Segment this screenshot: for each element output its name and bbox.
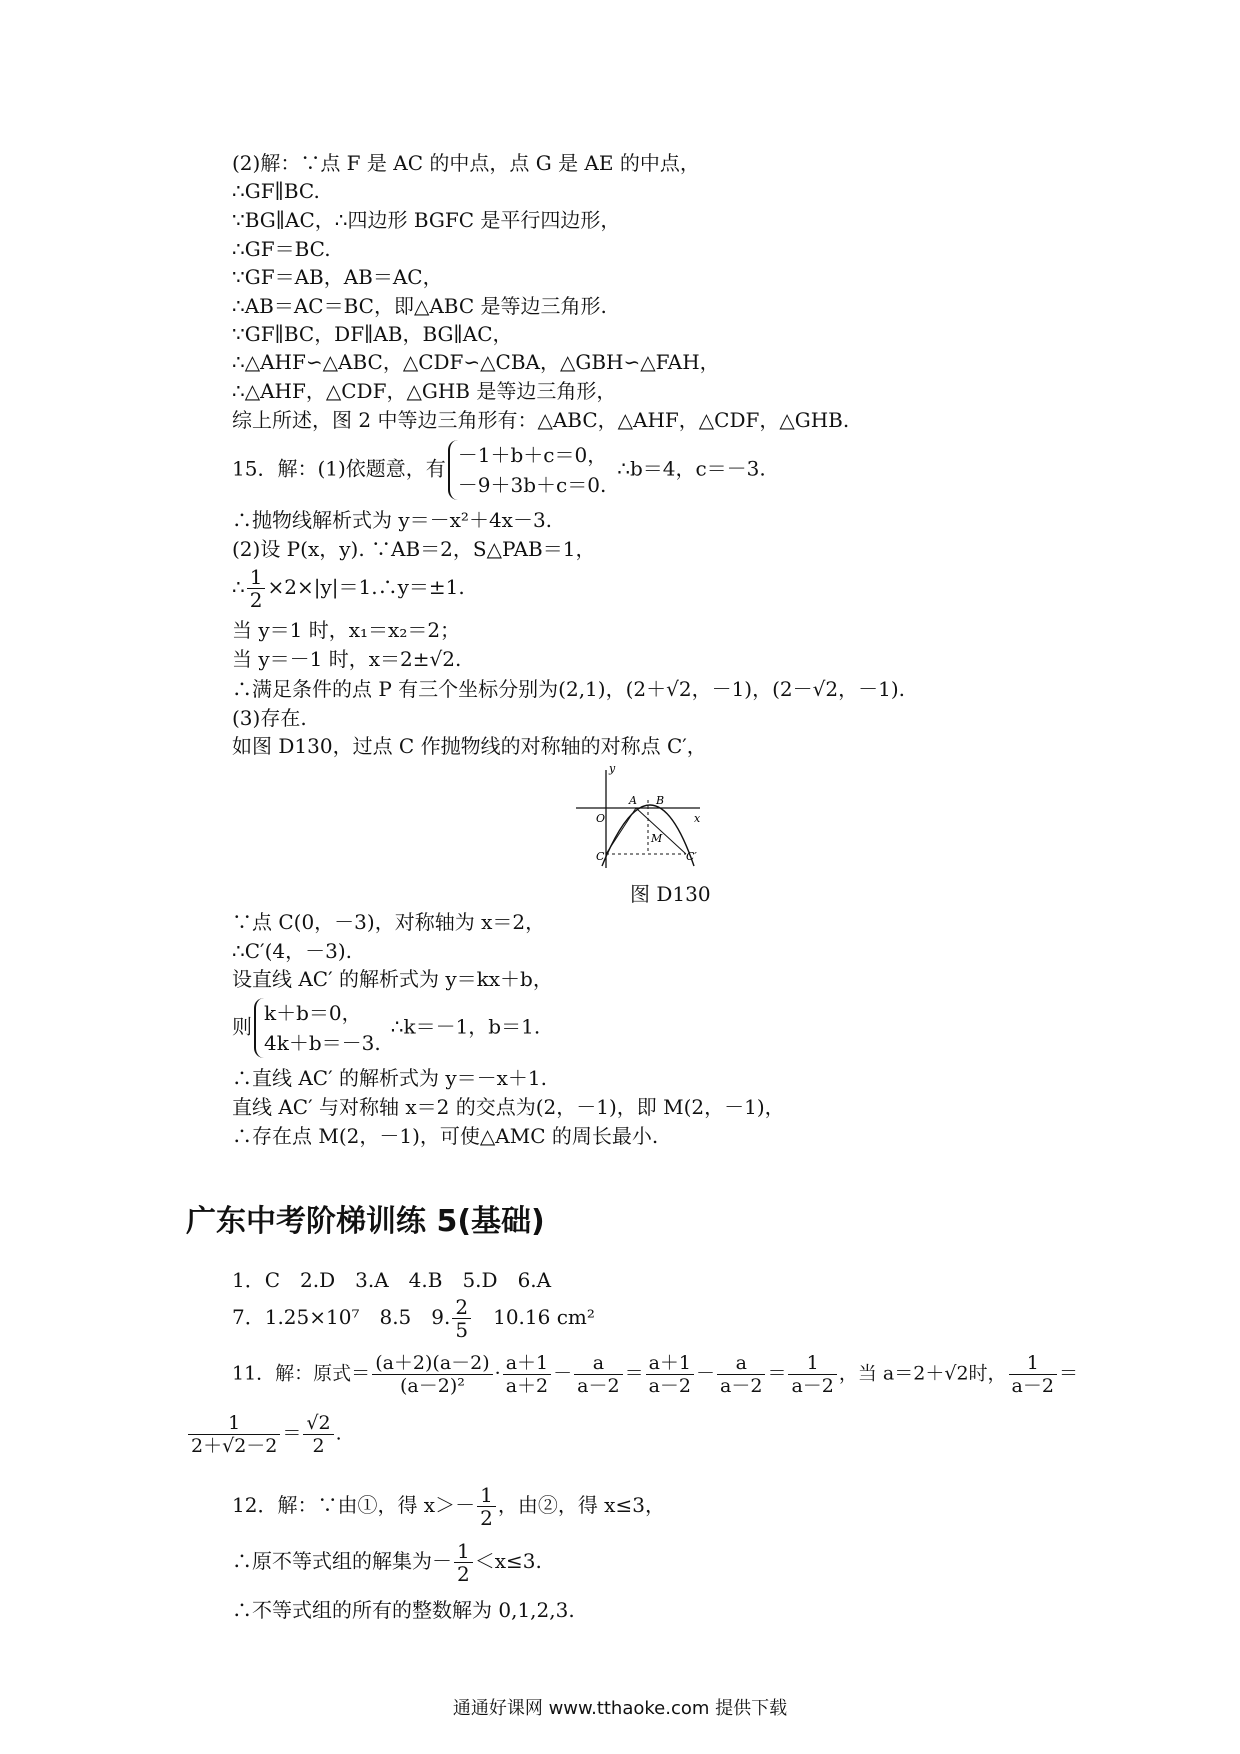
q15-intersect: 直线 AC′ 与对称轴 x＝2 的交点为(2，－1)，即 M(2，－1)，: [232, 1095, 785, 1119]
q11-frac-3-num: a: [574, 1352, 622, 1375]
k-result: ∴k＝－1，b＝1.: [390, 1014, 541, 1039]
q15-eq2: －9＋3b＋c＝0.: [457, 473, 607, 497]
q15-c-point: ∵点 C(0，－3)，对称轴为 x＝2，: [232, 910, 546, 934]
q11-frac-6: [788, 1352, 836, 1397]
part2-line-3: ∵BG∥AC，∴四边形 BGFC 是平行四边形，: [232, 208, 621, 232]
q15-part3: (3)存在.: [232, 706, 307, 730]
q11-frac-8-num: 1: [188, 1412, 280, 1435]
q11-equals-2: ＝: [767, 1362, 787, 1385]
q15-calc-rest: ×2×|y|＝1.∴y＝±1.: [267, 575, 465, 599]
q11-frac-5-den: a－2: [720, 1375, 763, 1397]
q11-line-1: [232, 1352, 1078, 1397]
q11-equals-3: ＝: [1058, 1362, 1078, 1385]
k-eq1: k＋b＝0，: [264, 1001, 362, 1025]
q15-calc-prefix: ∴: [232, 575, 245, 599]
q15-line-set: 设直线 AC′ 的解析式为 y＝kx＋b，: [232, 967, 553, 991]
q11-frac-1: [372, 1352, 492, 1397]
label-cprime: C′: [686, 850, 697, 863]
q15-system-line: [232, 440, 766, 500]
answer-10: 10.16 cm²: [473, 1305, 595, 1329]
q15-then: 则: [232, 1014, 252, 1039]
q11-line-2: [186, 1412, 342, 1457]
q15-cprime-point: ∴C′(4，－3).: [232, 939, 352, 963]
q15-system: [448, 440, 607, 500]
q15-conclusion: ∴存在点 M(2，－1)，可使△AMC 的周长最小.: [232, 1124, 659, 1148]
q11-frac-4: [646, 1352, 694, 1397]
section-title: 广东中考阶梯训练 5(基础): [186, 1204, 545, 1239]
q15-y2: 当 y＝－1 时，x＝2±√2.: [232, 647, 462, 671]
q12-frac-1-num: 1: [477, 1484, 496, 1507]
label-a: A: [629, 794, 637, 807]
segment-ca: [606, 808, 636, 854]
part2-line-7: ∵GF∥BC，DF∥AB，BG∥AC，: [232, 322, 513, 346]
label-o: O: [596, 812, 606, 825]
fraction-numerator: 1: [247, 566, 266, 589]
q11-frac-3: [574, 1352, 622, 1397]
q11-frac-4-den: a－2: [648, 1375, 692, 1397]
q11-prefix: 11．解：原式＝: [232, 1362, 371, 1385]
page-footer: 通通好课网 www.tthaoke.com 提供下载: [452, 1698, 788, 1719]
figure-d130: [576, 760, 706, 870]
q11-frac-8: [188, 1412, 280, 1457]
q11-frac-7: [1009, 1352, 1057, 1397]
q11-frac-9: [303, 1412, 333, 1457]
q15-points: ∴满足条件的点 P 有三个坐标分别为(2,1)，(2＋√2，－1)，(2－√2，－1).: [232, 677, 905, 701]
fraction-numerator: 2: [452, 1296, 471, 1319]
answers-7-10: [232, 1296, 595, 1341]
q12-line-1: [232, 1484, 665, 1529]
q11-frac-2-num: a＋1: [503, 1352, 551, 1375]
label-m: M: [651, 832, 663, 845]
q11-frac-9-num: √2: [303, 1412, 333, 1435]
q15-line-eq: ∴直线 AC′ 的解析式为 y＝－x＋1.: [232, 1066, 548, 1090]
q12-solution-rest: ＜x≤3.: [474, 1549, 542, 1573]
part2-line-5: ∵GF＝AB，AB＝AC，: [232, 265, 443, 289]
q11-frac-1-num: (a＋2)(a－2): [372, 1352, 492, 1375]
q12-frac-2: [454, 1540, 473, 1585]
q11-frac-2-den: a＋2: [505, 1375, 549, 1397]
q11-equals-4: ＝: [282, 1422, 302, 1445]
q15-part2: (2)设 P(x，y). ∵AB＝2，S△PAB＝1，: [232, 537, 596, 561]
label-b: B: [656, 794, 665, 807]
q12-prefix: 12．解：∵由①，得 x＞－: [232, 1493, 476, 1517]
label-c: C: [596, 850, 605, 863]
label-y: y: [609, 762, 616, 775]
q11-frac-2: [503, 1352, 551, 1397]
part2-line-6: ∴AB＝AC＝BC，即△ABC 是等边三角形.: [232, 294, 607, 318]
answers-7-9: 7．1.25×10⁷ 8.5 9.: [232, 1305, 451, 1329]
q11-equals: ＝: [624, 1362, 644, 1385]
q15-parabola: ∴抛物线解析式为 y＝－x²＋4x－3.: [232, 508, 553, 532]
k-eq2: 4k＋b＝－3.: [264, 1031, 381, 1055]
q15-k-system: [232, 998, 540, 1058]
q15-result: ∴b＝4，c＝－3.: [617, 456, 766, 481]
q11-frac-1-den: (a－2)²: [400, 1375, 465, 1397]
part2-line-4: ∴GF＝BC.: [232, 237, 331, 261]
q11-end: .: [335, 1422, 342, 1445]
label-x: x: [694, 812, 701, 825]
q11-frac-6-num: 1: [788, 1352, 836, 1375]
q11-frac-5-num: a: [717, 1352, 765, 1375]
k-system: [254, 998, 381, 1058]
q15-intro: 15．解：(1)依题意，有: [232, 456, 446, 481]
fraction-two-fifths: [452, 1296, 471, 1341]
fraction-denominator: 5: [455, 1318, 469, 1342]
q11-minus-2: －: [696, 1362, 716, 1385]
q12-middle: ，由②，得 x≤3，: [497, 1493, 665, 1517]
q11-frac-9-den: 2: [312, 1435, 325, 1457]
q11-frac-8-den: 2＋√2－2: [191, 1435, 278, 1457]
q15-eq1: －1＋b＋c＝0，: [457, 443, 608, 467]
q12-frac-1-den: 2: [480, 1506, 493, 1530]
q11-frac-7-num: 1: [1009, 1352, 1057, 1375]
fraction-denominator: 2: [249, 588, 263, 612]
q11-frac-7-den: a－2: [1011, 1375, 1054, 1397]
q11-when: ，当 a＝2＋√2时，: [838, 1362, 1007, 1385]
q12-frac-2-den: 2: [457, 1562, 470, 1586]
q11-frac-3-den: a－2: [577, 1375, 620, 1397]
q11-frac-6-den: a－2: [791, 1375, 834, 1397]
q12-line-2: [232, 1540, 542, 1585]
figure-caption: 图 D130: [630, 882, 711, 906]
part2-line-10: 综上所述，图 2 中等边三角形有：△ABC，△AHF，△CDF，△GHB.: [232, 408, 850, 432]
q12-frac-2-num: 1: [454, 1540, 473, 1563]
q15-y1: 当 y＝1 时，x₁＝x₂＝2；: [232, 618, 461, 642]
q12-solution-prefix: ∴原不等式组的解集为－: [232, 1549, 452, 1573]
q12-frac-1: [477, 1484, 496, 1529]
q15-part2-calc: [232, 566, 465, 611]
part2-line-9: ∴△AHF，△CDF，△GHB 是等边三角形，: [232, 379, 617, 403]
part2-line-8: ∴△AHF∽△ABC，△CDF∽△CBA，△GBH∽△FAH，: [232, 350, 720, 374]
q11-frac-4-num: a＋1: [646, 1352, 694, 1375]
answers-1-6: 1．C 2.D 3.A 4.B 5.D 6.A: [232, 1268, 552, 1292]
q15-fig-intro: 如图 D130，过点 C 作抛物线的对称轴的对称点 C′，: [232, 734, 707, 758]
part2-line-2: ∴GF∥BC.: [232, 179, 320, 203]
q11-minus: －: [553, 1362, 573, 1385]
part2-line-1: (2)解：∵点 F 是 AC 的中点，点 G 是 AE 的中点，: [232, 151, 700, 175]
q11-frac-5: [717, 1352, 765, 1397]
q11-dot: ·: [494, 1362, 501, 1385]
fraction-half: [247, 566, 266, 611]
q12-line-3: ∴不等式组的所有的整数解为 0,1,2,3.: [232, 1598, 575, 1622]
